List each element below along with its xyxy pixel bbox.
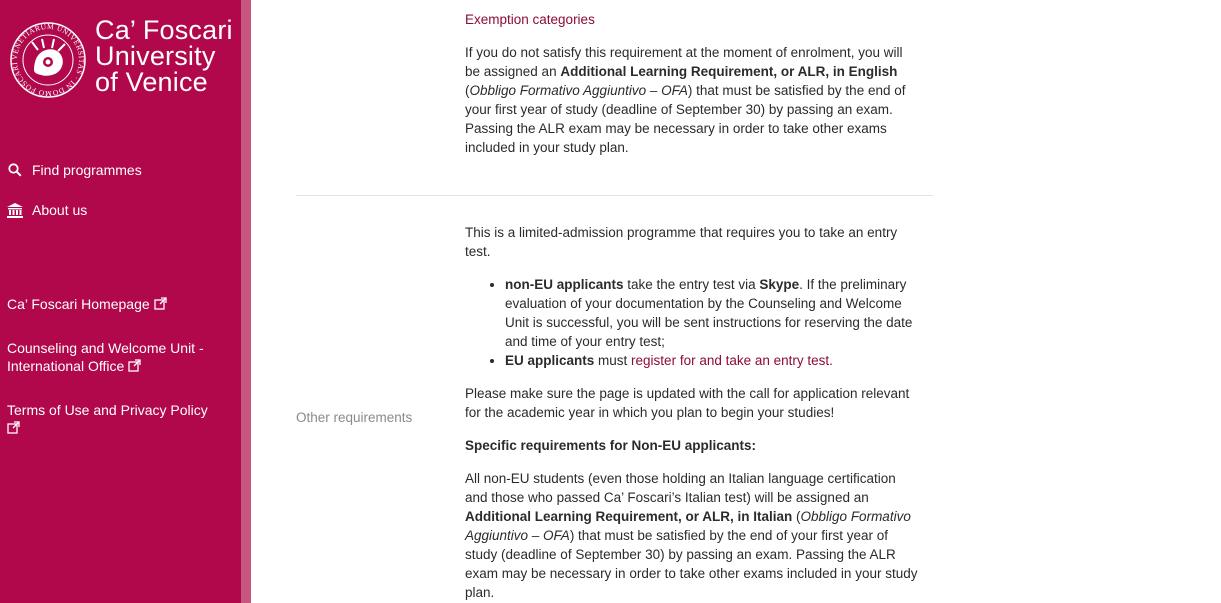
alr-english-rest: ) that must be satisfied by the end of your first year of study (deadline of September 30) by passing an exam. Passing the ALR exam may be necessary in order to take other exams included in your study plan.: [465, 83, 906, 155]
nav-find-programmes[interactable]: [7, 162, 142, 178]
english-requirement-section: [465, 10, 920, 157]
logo-line-1: Ca’ Foscari: [95, 15, 233, 45]
applicant-list: [465, 275, 920, 370]
section-divider: [296, 195, 933, 196]
alr-italian-paren: (: [792, 509, 801, 524]
bullet1-text2: . If the preliminary evaluation of your documentation by the Counseling and Welcome Unit is successful, you will be sent instructions for reserving the date and time of your entry test;: [505, 277, 913, 349]
link-counseling-welcome-unit[interactable]: [7, 339, 212, 375]
link-cafoscari-homepage-label: Ca’ Foscari Homepage: [7, 296, 150, 312]
main-content: [251, 0, 1221, 603]
non-eu-requirements-heading: [465, 436, 920, 455]
skype-bold: Skype: [759, 277, 800, 292]
other-requirements-label: Other requirements: [296, 410, 413, 425]
logo-line-3: of Venice: [95, 67, 208, 97]
svg-text:VENETIARUM UNIVERSITAS · IN DO: VENETIARUM UNIVERSITAS · IN DOMO FOSCARI: [9, 21, 87, 99]
university-name: [95, 17, 233, 95]
call-for-application-note: Please make sure the page is updated with the call for application relevant for the academic year in which you plan to begin your studies!: [465, 386, 910, 420]
alr-italian-italic: Obbligo Formativo Aggiuntivo – OFA: [465, 509, 911, 543]
external-link-icon: [7, 421, 20, 434]
link-terms-privacy[interactable]: [7, 401, 212, 437]
alr-italian-bold: Additional Learning Requirement, or ALR, in Italian: [465, 509, 793, 524]
list-item: [505, 275, 920, 351]
sidebar-edge: [241, 0, 251, 603]
external-link-icon: [128, 359, 141, 372]
sidebar: [0, 0, 241, 603]
other-requirements-section: [465, 223, 920, 602]
nav-about-us-label: About us: [32, 202, 88, 218]
nav-find-programmes-label: Find programmes: [32, 162, 142, 178]
alr-english-paragraph: [465, 43, 920, 157]
bullet2-text: must: [594, 353, 632, 368]
alr-english-paren: (: [465, 83, 470, 98]
university-seal-icon: [8, 20, 88, 100]
alr-english-intro: If you do not satisfy this requirement at the moment of enrolment, you will be assigned an: [465, 45, 903, 79]
alr-english-italic: Obbligo Formativo Aggiuntivo – OFA: [469, 83, 688, 98]
limited-admission-intro: This is a limited-admission programme that requires you to take an entry test.: [465, 225, 898, 259]
alr-italian-paragraph: [465, 469, 920, 602]
external-link-icon: [154, 297, 167, 310]
list-item: [505, 351, 920, 370]
institution-icon: [7, 202, 23, 218]
nav-about-us[interactable]: [7, 202, 87, 218]
search-icon: [7, 162, 23, 178]
eu-applicants-bold: EU applicants: [505, 353, 595, 368]
logo-line-2: University: [95, 41, 216, 71]
alr-english-bold: Additional Learning Requirement, or ALR, in English: [560, 64, 898, 79]
non-eu-applicants-bold: non-EU applicants: [505, 277, 624, 292]
university-logo[interactable]: [8, 15, 233, 107]
non-eu-heading-bold: Specific requirements for Non-EU applicants:: [465, 438, 757, 453]
exemption-categories-link[interactable]: Exemption categories: [465, 12, 595, 27]
link-counseling-welcome-unit-label: Counseling and Welcome Unit - International Office: [7, 340, 204, 374]
alr-italian-intro: All non-EU students (even those holding an Italian language certification and those who passed Ca’ Foscari’s Italian test) will be assigned an: [465, 471, 896, 505]
link-cafoscari-homepage[interactable]: [7, 295, 229, 313]
alr-italian-rest: ) that must be satisfied by the end of your first year of study (deadline of September 30) by passing an exam. Passing the ALR exam may be necessary in order to take other exams included in your study plan.: [465, 528, 918, 600]
register-entry-test-link[interactable]: register for and take an entry test.: [631, 353, 833, 368]
bullet1-text1: take the entry test via: [623, 277, 760, 292]
link-terms-privacy-label: Terms of Use and Privacy Policy: [7, 402, 208, 418]
